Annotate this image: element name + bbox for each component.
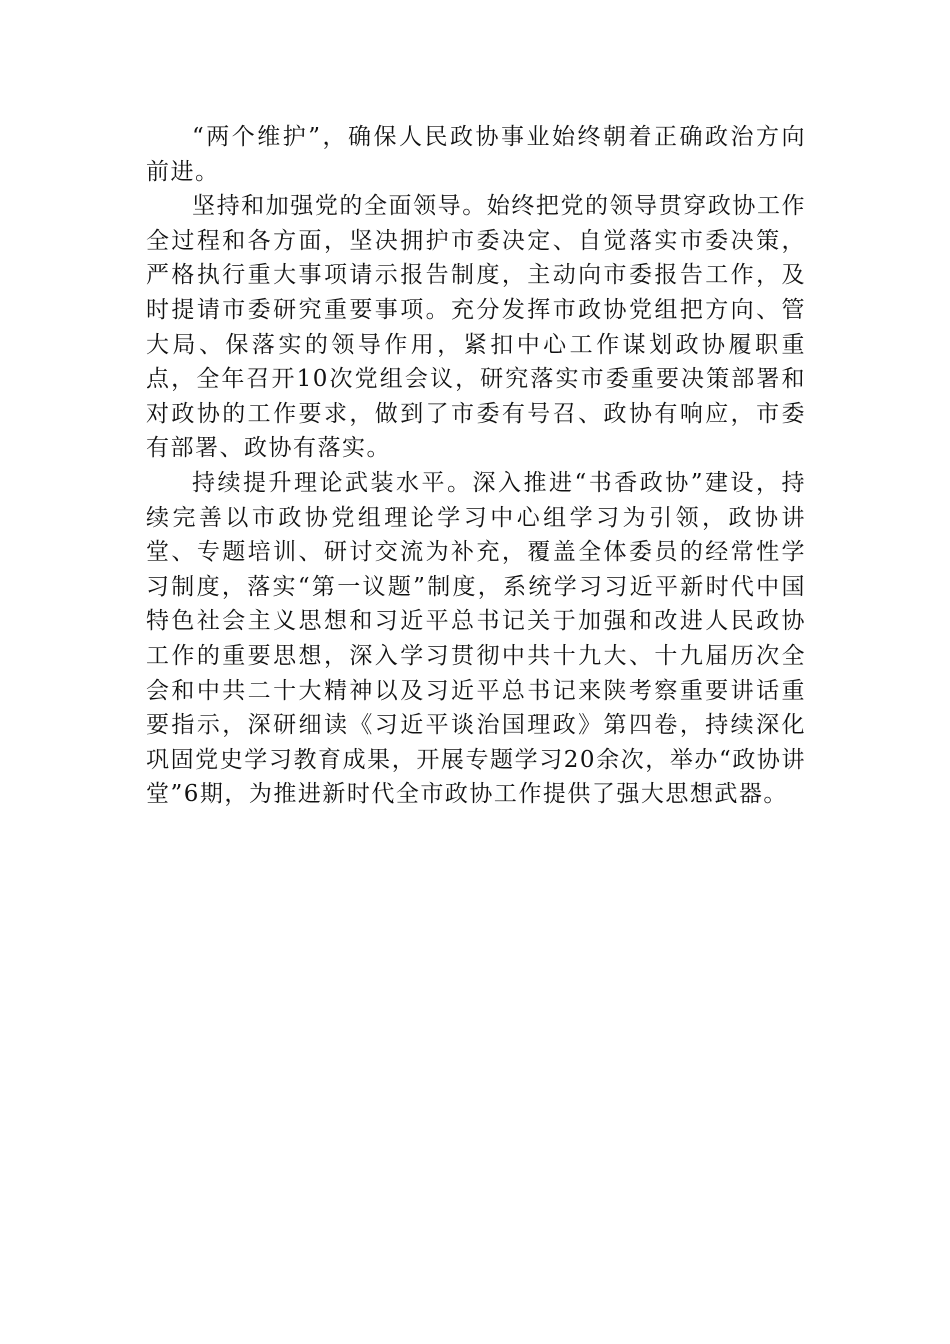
paragraph-1: “两个维护”，确保人民政协事业始终朝着正确政治方向前进。: [146, 124, 806, 185]
paragraph-2: 坚持和加强党的全面领导。始终把党的领导贯穿政协工作全过程和各方面，坚决拥护市委决定、自觉落实市委决策，严格执行重大事项请示报告制度，主动向市委报告工作，及时提请市委研究重要事项。充分发挥市政协党组把方向、管大局、保落实的领导作用，紧扣中心工作谋划政协履职重点，全年召开10次党组会议，研究落实市委重要决策部署和对政协的工作要求，做到了市委有号召、政协有响应，市委有部署、政协有落实。: [146, 193, 806, 462]
document-body: [146, 120, 806, 812]
paragraph-3: 持续提升理论武装水平。深入推进“书香政协”建设，持续完善以市政协党组理论学习中心组学习为引领，政协讲堂、专题培训、研讨交流为补充，覆盖全体委员的经常性学习制度，落实“第一议题”制度，系统学习习近平新时代中国特色社会主义思想和习近平总书记关于加强和改进人民政协工作的重要思想，深入学习贯彻中共十九大、十九届历次全会和中共二十大精神以及习近平总书记来陕考察重要讲话重要指示，深研细读《习近平谈治国理政》第四卷，持续深化巩固党史学习教育成果，开展专题学习20余次，举办“政协讲堂”6期，为推进新时代全市政协工作提供了强大思想武器。: [146, 469, 806, 808]
